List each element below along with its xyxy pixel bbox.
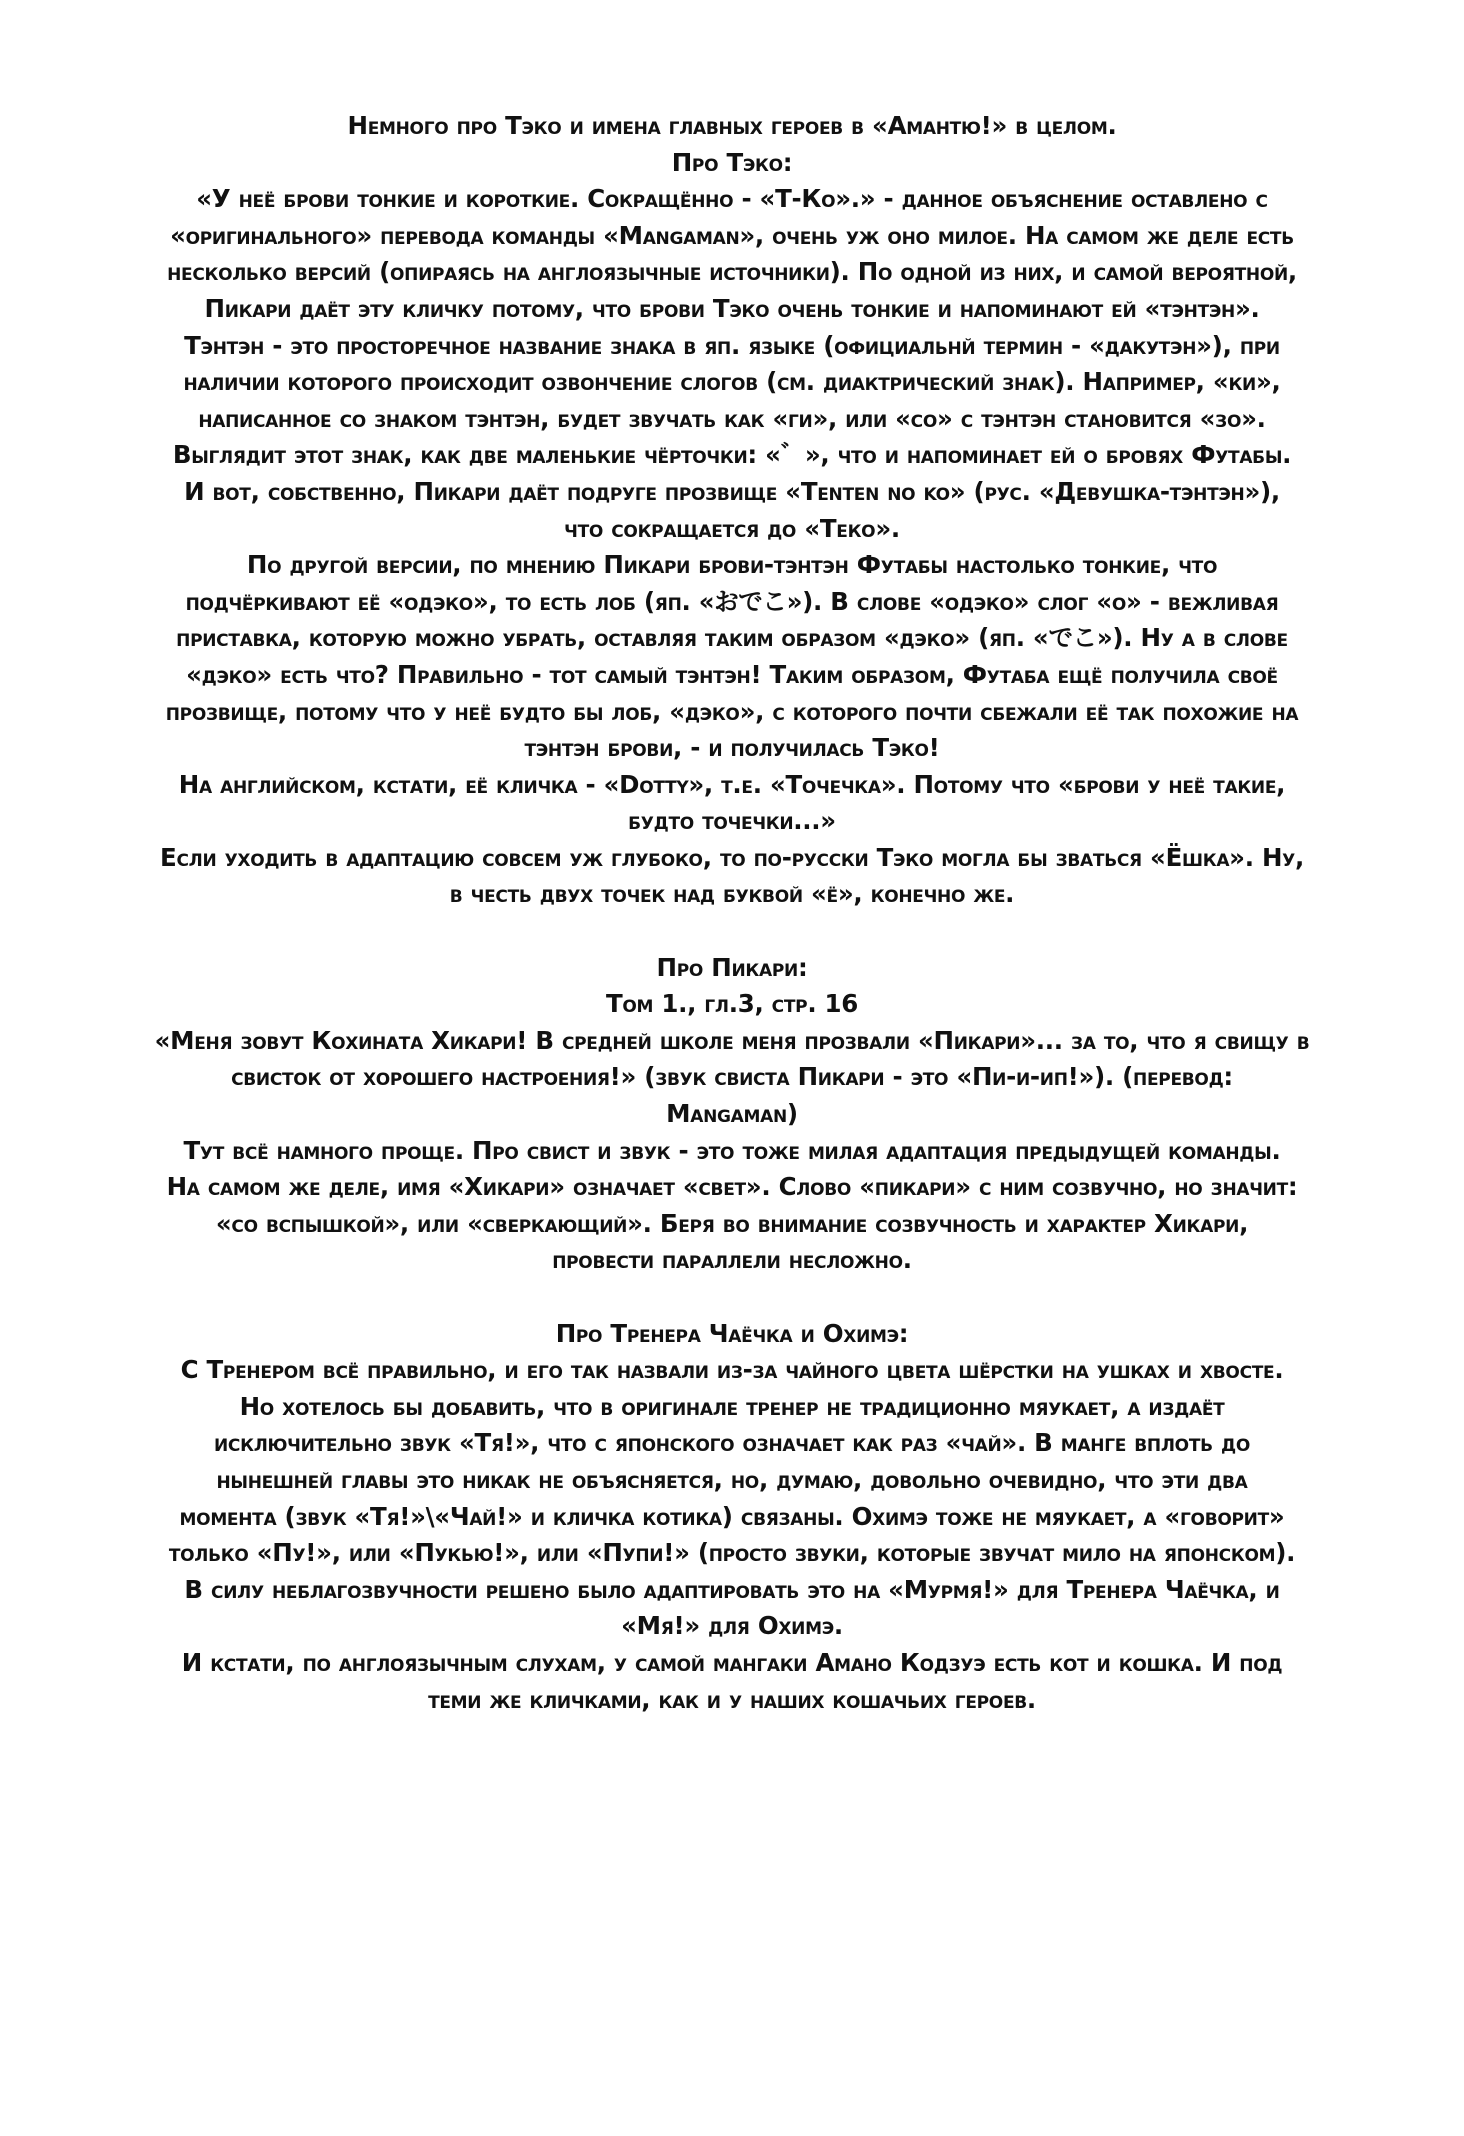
text-line: момента (звук «Тя!»\«Чай!» и кличка котика) связаны. Охимэ тоже не мяукает, а «говорит» [179, 1501, 1285, 1531]
text-line: Немного про Тэко и имена главных героев в «Амантю!» в целом. [347, 111, 1117, 140]
text-line: Том 1., гл.3, стр. 16 [605, 989, 859, 1019]
notes-section [60, 1316, 1404, 1719]
text-line: Про Пикари: [656, 952, 808, 982]
text-line: «Меня зовут Кохината Хикари! В средней школе меня прозвали «Пикари»... за то, что я свищу в [154, 1025, 1310, 1055]
text-line: На самом же деле, имя «Хикари» означает «свет». Слово «пикари» с ним созвучно, но значит: [166, 1172, 1298, 1202]
text-line: Тэнтэн - это просторечное название знака в яп. языке (официальнй термин - «дакутэн»), при [184, 330, 1280, 360]
text-line: Mangaman) [666, 1099, 798, 1129]
text-line: Но хотелось бы добавить, что в оригинале тренер не традиционно мяукает, а издаёт [239, 1391, 1225, 1421]
text-line: теми же кличками, как и у наших кошачьих героев. [428, 1684, 1036, 1714]
text-line: прозвище, потому что у неё будто бы лоб, «дэко», с которого почти сбежали её так похожие на [165, 696, 1299, 726]
text-line: провести параллели несложно. [552, 1245, 912, 1275]
text-line: Если уходить в адаптацию совсем уж глубоко, то по-русски Тэко могла бы зваться «Ёшка». Ну, [160, 842, 1304, 872]
text-line: наличии которого происходит озвончение слогов (см. диактрический знак). Например, «ки», [183, 367, 1281, 397]
text-line: И кстати, по англоязычным слухам, у самой мангаки Амано Кодзуэ есть кот и кошка. И под [181, 1647, 1283, 1677]
notes-section [60, 108, 1404, 913]
text-line: И вот, собственно, Пикари даёт подруге прозвище «Tenten no ko» (рус. «Девушка-тэнтэн»), [184, 476, 1280, 506]
notes-section [60, 950, 1404, 1279]
text-line: свисток от хорошего настроения!» (звук свиста Пикари - это «Пи-и-ип!»). (перевод: [231, 1062, 1233, 1092]
text-line: В силу неблагозвучности решено было адаптировать это на «Мурмя!» для Тренера Чаёчка, и [184, 1574, 1280, 1604]
text-line: По другой версии, по мнению Пикари брови-тэнтэн Футабы настолько тонкие, что [246, 550, 1218, 580]
text-line: Выглядит этот знак, как две маленькие чёрточки: «゛», что и напоминает ей о бровях Футабы. [172, 440, 1292, 470]
text-line: в честь двух точек над буквой «ё», конечно же. [449, 879, 1015, 909]
text-line: Про Тэко: [671, 147, 793, 177]
text-line: «со вспышкой», или «сверкающий». Беря во внимание созвучность и характер Хикари, [215, 1208, 1249, 1238]
text-line: С Тренером всё правильно, и его так назвали из-за чайного цвета шёрстки на ушках и хвосте. [180, 1355, 1284, 1385]
text-line: что сокращается до «Теко». [564, 513, 900, 543]
text-line: тэнтэн брови, - и получилась Тэко! [524, 733, 940, 763]
text-line: Тут всё намного проще. Про свист и звук - это тоже милая адаптация предыдущей команды. [183, 1135, 1281, 1165]
text-line: только «Пу!», или «Пукью!», или «Пупи!» (просто звуки, которые звучат мило на японском). [168, 1538, 1296, 1568]
text-line: «оригинального» перевода команды «Mangaman», очень уж оно милое. На самом же деле есть [170, 220, 1294, 250]
text-line: несколько версий (опираясь на англоязычные источники). По одной из них, и самой вероятной, [167, 257, 1297, 287]
text-line: «У неё брови тонкие и короткие. Сокращённо - «Т-Ко».» - данное объяснение оставлено с [196, 184, 1268, 214]
text-line: подчёркивают её «одэко», то есть лоб (яп. «おでこ»). В слове «одэко» слог «о» - вежливая [185, 586, 1279, 616]
text-line: приставка, которую можно убрать, оставляя таким образом «дэко» (яп. «でこ»). Ну а в слове [176, 623, 1288, 653]
text-line: исключительно звук «Тя!», что с японского означает как раз «чай». В манге вплоть до [214, 1428, 1250, 1458]
text-line: «Мя!» для Охимэ. [621, 1611, 843, 1641]
translator-notes-text [60, 108, 1404, 1718]
text-line: Пикари даёт эту кличку потому, что брови Тэко очень тонкие и напоминают ей «тэнтэн». [204, 293, 1260, 323]
text-line: На английском, кстати, её кличка - «Dotty», т.е. «Точечка». Потому что «брови у неё такие, [178, 769, 1286, 799]
text-line: Про Тренера Чаёчка и Охимэ: [555, 1318, 909, 1348]
text-line: нынешней главы это никак не объясняется, но, думаю, довольно очевидно, что эти два [216, 1464, 1248, 1494]
text-line: будто точечки...» [628, 806, 836, 836]
text-line: написанное со знаком тэнтэн, будет звучать как «ги», или «со» с тэнтэн становится «зо». [198, 403, 1266, 433]
text-line: «дэко» есть что? Правильно - тот самый тэнтэн! Таким образом, Футаба ещё получила своё [186, 659, 1278, 689]
